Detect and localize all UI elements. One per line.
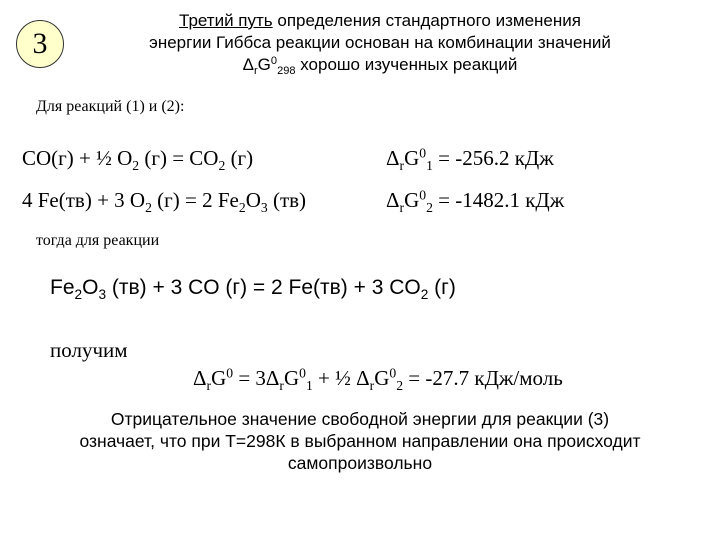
eq-part: CO(г) + ½ O (22, 146, 133, 170)
delta-symbol: Δ (386, 188, 400, 212)
subscript: 2 (132, 157, 140, 173)
subscript: 1 (305, 377, 313, 393)
header-line-2: энергии Гиббса реакции основан на комбинации значений (149, 33, 611, 52)
subscript: 1 (426, 157, 433, 173)
reaction-2-equation (22, 188, 306, 213)
header-line-3 (110, 54, 650, 76)
subscript: r (399, 199, 405, 215)
eq-part: 4 Fe(тв) + 3 O (22, 188, 146, 212)
superscript: 0 (419, 187, 427, 203)
gibbs-symbol: G (404, 146, 420, 170)
eq-part: O (245, 188, 261, 212)
subscript: 2 (218, 157, 226, 173)
obtain-text: получим (50, 338, 128, 362)
result-value: = -27.7 кДж/моль (403, 366, 563, 390)
subscript: 2 (238, 199, 246, 215)
slide-header (110, 10, 650, 76)
subscript: r (206, 377, 212, 393)
energy-value: = -256.2 кДж (432, 146, 554, 170)
superscript: 0 (419, 145, 427, 161)
reaction-3-equation (50, 276, 456, 300)
reaction-2-gibbs-energy (386, 188, 564, 213)
subscript: r (253, 64, 258, 77)
subscript: 2 (74, 286, 83, 302)
then-text: тогда для реакции (36, 232, 160, 249)
energy-value: = -1482.1 кДж (432, 188, 565, 212)
intro-text: Для реакций (1) и (2): (36, 98, 185, 115)
reaction-1-equation (22, 146, 253, 171)
conclusion-line-1: Отрицательное значение свободной энергии для реакции (3) (110, 409, 610, 429)
gibbs-symbol: G (374, 366, 390, 390)
eq-part: (тв) + 3 CO (г) = 2 Fe(тв) + 3 CO (106, 276, 421, 299)
superscript: 0 (226, 365, 234, 381)
gibbs-symbol: G (283, 366, 300, 390)
subscript: 2 (420, 286, 429, 302)
subscript: 2 (426, 199, 433, 215)
header-text: определения стандартного изменения (272, 11, 581, 30)
header-line-1 (110, 10, 650, 32)
gibbs-symbol: G (404, 188, 420, 212)
slide-number: 3 (32, 27, 48, 60)
conclusion-paragraph (20, 408, 700, 474)
subscript: r (369, 377, 375, 393)
subscript: 3 (260, 199, 268, 215)
conclusion-line-3: самопроизвольно (287, 453, 433, 473)
eq-part: (г) = CO (139, 146, 219, 170)
eq-part: O (82, 276, 99, 299)
header-text: хорошо изученных реакций (295, 55, 518, 74)
gibbs-symbol: G (257, 55, 271, 74)
result-equation (193, 366, 563, 391)
superscript: 0 (389, 365, 397, 381)
eq-part: (г) = 2 Fe (151, 188, 239, 212)
subscript: r (399, 157, 405, 173)
delta-symbol: Δ (386, 146, 400, 170)
delta-symbol: Δ (193, 366, 207, 390)
conclusion-line-2: означает, что при Т=298К в выбранном направлении она происходит (79, 431, 641, 451)
subscript: 2 (145, 199, 152, 215)
subscript: r (279, 377, 284, 393)
superscript: 0 (270, 54, 278, 67)
eq-part: + ½ Δ (312, 366, 370, 390)
subscript: 2 (396, 377, 404, 393)
header-emphasis: Третий путь (179, 11, 273, 30)
eq-part: = 3Δ (233, 366, 280, 390)
slide-number-badge (16, 20, 64, 68)
eq-part: (г) (428, 276, 456, 299)
reaction-1-gibbs-energy (386, 146, 554, 171)
subscript: 3 (98, 286, 107, 302)
gibbs-symbol: G (211, 366, 227, 390)
eq-part: Fe (50, 276, 75, 299)
delta-symbol: Δ (242, 55, 254, 74)
eq-part: (тв) (267, 188, 307, 212)
eq-part: (г) (225, 146, 254, 170)
subscript: 298 (277, 64, 296, 77)
superscript: 0 (299, 365, 306, 381)
